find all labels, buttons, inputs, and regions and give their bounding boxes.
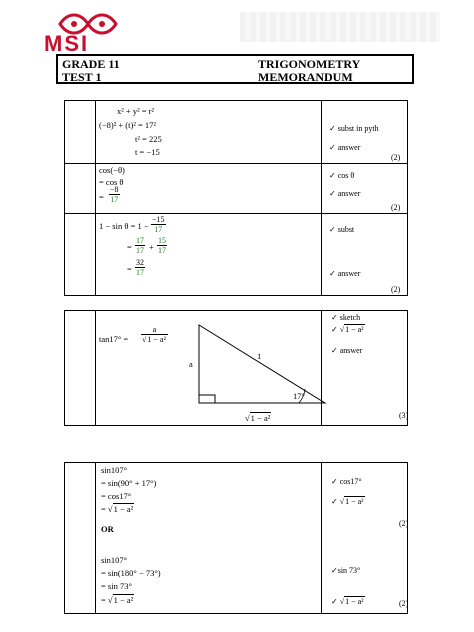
subject-label: TRIGONOMETRY <box>258 57 361 71</box>
q3-fraction-3 <box>157 236 167 255</box>
q3-mark-2: ✓ answer <box>329 269 361 278</box>
q3-fraction-1 <box>151 215 166 234</box>
q5-root-1: 1 − a² <box>113 504 134 514</box>
q5-points-1: (2) <box>399 519 409 528</box>
test-label: TEST 1 <box>62 70 102 84</box>
q5-alt-line-3: = sin 73° <box>101 581 132 591</box>
q3-f3-den: 17 <box>158 246 166 255</box>
q5-mark-4-radicand: 1 − a² <box>345 597 364 606</box>
q5-line-1: sin107° <box>101 465 128 475</box>
q1-mark-2: ✓ answer <box>329 143 361 152</box>
q4-mark-2-tick: ✓ <box>331 325 338 334</box>
q5-root-2: 1 − a² <box>113 595 134 605</box>
q5-line-4-eq: = <box>101 504 106 514</box>
q3-f2-num: 17 <box>136 236 144 245</box>
q5-mark-2-radicand: 1 − a² <box>345 497 364 506</box>
q5-mark-2: ✓ √1 − a² <box>331 497 364 506</box>
q5-mark-4: ✓ √1 − a² <box>331 597 364 606</box>
hypotenuse-label: 1 <box>257 351 262 361</box>
grade-label: GRADE 11 <box>62 57 120 71</box>
q5-line-4: = √1 − a² <box>101 504 134 514</box>
q1-line-4: t = −15 <box>135 147 160 157</box>
q3-eq-1: = <box>127 242 132 252</box>
q3-eq-2: = <box>127 264 132 274</box>
q3-f4-den: 17 <box>136 268 144 277</box>
q3-points: (2) <box>391 285 401 294</box>
q5-alt-line-1: sin107° <box>101 555 128 565</box>
q1-line-2: (−8)² + (t)² = 17² <box>99 120 156 130</box>
q4-frac-den: 1 − a² <box>147 335 166 344</box>
side-a-label: a <box>189 359 193 369</box>
q3-lead: 1 − sin θ = 1 − <box>99 221 149 231</box>
q1-mark-1: ✓ subst in pyth <box>329 124 379 133</box>
q3-fraction-4 <box>135 258 145 277</box>
q4-mark-3: ✓ answer <box>331 346 363 355</box>
q2-mark-2: ✓ answer <box>329 189 361 198</box>
q3-fraction-2 <box>135 236 145 255</box>
memo-table-3 <box>64 462 408 614</box>
header-box <box>56 54 414 84</box>
logo-text: MSI <box>44 31 90 56</box>
q3-f1-num: −15 <box>152 215 165 224</box>
q5-line-3: = cos17° <box>101 491 132 501</box>
q2-line-2: = cos θ <box>99 177 124 187</box>
q5-mark-3: ✓sin 73° <box>331 566 361 575</box>
q3-mark-1: ✓ subst <box>329 225 355 234</box>
q5-mark-4-tick: ✓ <box>331 597 338 606</box>
q2-fraction-num: −8 <box>110 185 119 194</box>
q4-fraction: $\frac{a}{\text{√1 − a²}}$ <box>142 325 166 344</box>
q4-frac-num: a <box>141 325 168 335</box>
q5-alt-line-4-eq: = <box>101 595 106 605</box>
q2-line-1: cos(−θ) <box>99 165 125 175</box>
q1-line-3: t² = 225 <box>135 134 162 144</box>
q2-fraction <box>109 185 120 204</box>
q3-f3-num: 15 <box>158 236 166 245</box>
memo-table-2 <box>64 310 408 426</box>
q1-points: (2) <box>391 153 401 162</box>
q3-f2-den: 17 <box>136 246 144 255</box>
q2-line-3: = <box>99 192 104 202</box>
q5-line-2: = sin(90° + 17°) <box>101 478 157 488</box>
q4-mark-1: ✓ sketch <box>331 313 361 322</box>
q4-points: (3) <box>399 411 409 420</box>
base-label-radicand: 1 − a² <box>250 413 271 423</box>
watermark <box>240 12 440 42</box>
angle-label: 17° <box>293 391 305 401</box>
q3-f1-den: 17 <box>154 225 163 234</box>
q2-mark-1: ✓ cos θ <box>329 171 355 180</box>
right-triangle-sketch <box>195 321 331 417</box>
q2-fraction-den: 17 <box>110 195 119 204</box>
q3-f4-num: 32 <box>136 258 144 267</box>
q3-plus: + <box>149 242 154 252</box>
q4-mark-2-radicand: 1 − a² <box>345 325 364 334</box>
q5-mark-1: ✓ cos17° <box>331 477 362 486</box>
q2-points: (2) <box>391 203 401 212</box>
q4-lead: tan17° = <box>99 334 129 344</box>
memo-table-1 <box>64 100 408 296</box>
doc-type-label: MEMORANDUM <box>258 70 353 84</box>
q1-line-1: x² + y² = r² <box>117 106 155 116</box>
q5-points-2: (2) <box>399 599 409 608</box>
or-label: OR <box>101 524 114 534</box>
q5-alt-line-4: = √1 − a² <box>101 595 134 605</box>
base-label: √1 − a² <box>245 413 271 423</box>
q4-mark-2: ✓ √1 − a² <box>331 325 364 334</box>
q5-alt-line-2: = sin(180° − 73°) <box>101 568 161 578</box>
q5-mark-2-tick: ✓ <box>331 497 338 506</box>
